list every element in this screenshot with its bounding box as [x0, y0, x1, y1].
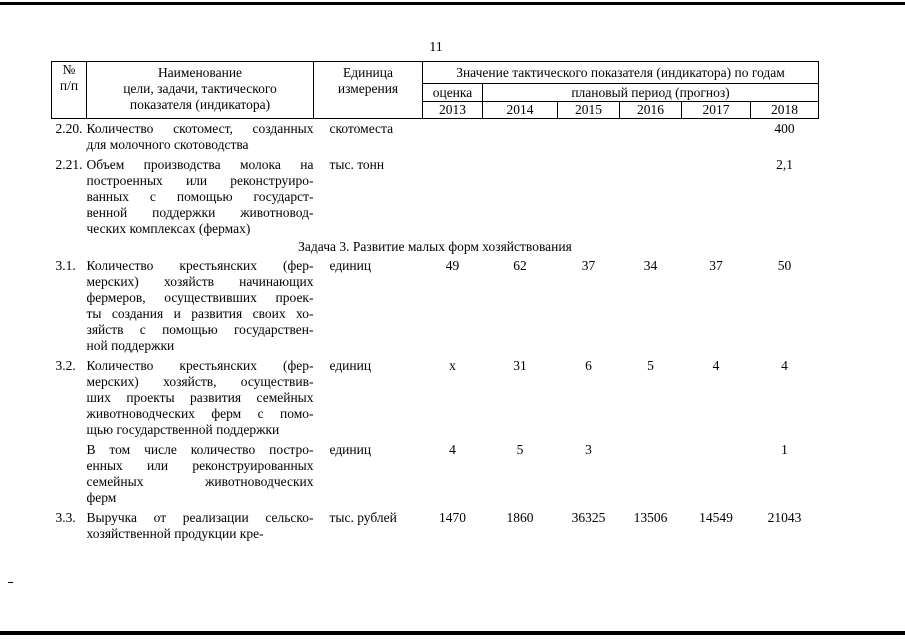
value-cell: 31 — [513, 358, 527, 373]
value-cell: 34 — [643, 258, 658, 273]
header-estimate: оценка — [423, 84, 483, 102]
value-cell: 2,1 — [776, 157, 793, 172]
header-year-2018: 2018 — [751, 102, 819, 119]
header-name: Наименование цели, задачи, тактического показателя (индикатора) — [87, 62, 314, 119]
indicator-name-line: Количество скотомест, созданных — [86, 121, 314, 136]
table-row — [52, 438, 819, 506]
value-cell: 49 — [445, 258, 460, 273]
bottom-rule — [0, 631, 905, 635]
value-cell — [682, 119, 751, 154]
header-no: № п/п — [52, 62, 87, 119]
unit-of-measure: единиц — [329, 442, 372, 457]
value-cell: 14549 — [699, 510, 733, 525]
indicator-name-line: щью государственной поддержки — [86, 422, 280, 437]
value-cell — [423, 153, 483, 237]
header-values-title: Значение тактического показателя (индикатора) по годам — [423, 62, 819, 84]
indicator-name-line: ной поддержки — [86, 338, 175, 353]
indicator-name-line: енных или реконструированных — [86, 458, 314, 473]
value-cell — [620, 119, 682, 154]
value-cell — [620, 153, 682, 237]
table-row — [52, 506, 819, 542]
indicator-name-line: для молочного скотоводства — [86, 137, 249, 152]
table-row — [52, 153, 819, 237]
header-year-2013: 2013 — [423, 102, 483, 119]
table-body-part2 — [52, 258, 819, 542]
indicator-name-line: хозяйственной продукции кре- — [86, 526, 264, 541]
section-title: Задача 3. Развитие малых форм хозяйствования — [298, 239, 572, 254]
value-cell: 13506 — [633, 510, 668, 525]
unit-of-measure: единиц — [329, 358, 372, 373]
row-number: 3.1. — [55, 258, 76, 273]
header-planned: плановый период (прогноз) — [483, 84, 819, 102]
value-cell: 4 — [712, 358, 720, 373]
indicator-name-line: зяйств с помощью государствен- — [86, 322, 314, 337]
indicator-name-line: ферм — [86, 490, 117, 505]
indicators-table — [51, 61, 819, 542]
indicator-name — [87, 153, 314, 237]
value-cell — [682, 153, 751, 237]
indicator-name-line: семейных животноводческих — [86, 474, 314, 489]
value-cell: 5 — [516, 442, 524, 457]
table-body-part1 — [52, 119, 819, 238]
indicator-name-line: Количество крестьянских (фер- — [86, 358, 314, 373]
header-unit: Единица измерения — [314, 62, 423, 119]
value-cell: 36325 — [571, 510, 606, 525]
value-cell: 21043 — [767, 510, 802, 525]
margin-mark — [8, 582, 13, 583]
indicator-name-line: ческих комплексах (фермах) — [86, 221, 251, 236]
unit-of-measure: тыс. тонн — [329, 157, 385, 172]
header-year-2014: 2014 — [483, 102, 558, 119]
table-row — [52, 119, 819, 154]
value-cell: 50 — [777, 258, 792, 273]
value-cell: 4 — [449, 442, 456, 457]
table-section — [52, 237, 819, 258]
value-cell — [483, 153, 558, 237]
indicator-name-line: венной поддержки животновод- — [86, 205, 314, 220]
row-number: 3.3. — [55, 510, 76, 525]
indicator-name — [87, 506, 314, 542]
indicator-name-line: ты создания и развития своих хо- — [86, 306, 314, 321]
value-cell: 4 — [781, 358, 788, 373]
value-cell: 1860 — [506, 510, 534, 525]
value-cell — [483, 119, 558, 154]
indicator-name-line: Выручка от реализации сельско- — [86, 510, 314, 525]
value-cell: 400 — [774, 121, 795, 136]
indicator-name-line: фермеров, осуществивших проек- — [86, 290, 314, 305]
value-cell: x — [449, 358, 456, 373]
indicator-name-line: В том числе количество постро- — [86, 442, 314, 457]
unit-of-measure: тыс. рублей — [329, 510, 397, 525]
value-cell — [558, 153, 620, 237]
value-cell: 37 — [581, 258, 596, 273]
page-number: 11 — [429, 40, 443, 55]
indicator-name — [87, 438, 314, 506]
indicator-name-line: построенных или реконструиро- — [86, 173, 314, 188]
table-row — [52, 258, 819, 354]
indicator-name-line: Количество крестьянских (фер- — [86, 258, 314, 273]
indicator-name-line: ванных с помощью государст- — [86, 189, 314, 204]
unit-of-measure: единиц — [329, 258, 372, 273]
row-number: 2.21. — [55, 157, 83, 172]
indicator-name-line: Объем производства молока на — [86, 157, 314, 172]
value-cell — [558, 119, 620, 154]
unit-of-measure: скотоместа — [329, 121, 394, 136]
value-cell — [620, 438, 682, 506]
value-cell: 5 — [647, 358, 654, 373]
value-cell: 6 — [585, 358, 592, 373]
row-number — [52, 438, 87, 506]
indicator-name-line: мерских) хозяйств, осуществив- — [86, 374, 314, 389]
top-rule — [0, 2, 905, 5]
row-number: 3.2. — [55, 358, 76, 373]
value-cell: 62 — [513, 258, 527, 273]
section-row — [52, 237, 819, 258]
indicator-name — [87, 354, 314, 438]
table-row — [52, 354, 819, 438]
value-cell: 1 — [781, 442, 788, 457]
header-year-2017: 2017 — [682, 102, 751, 119]
indicator-name-line: животноводческих ферм с помо- — [86, 406, 314, 421]
header-year-2015: 2015 — [558, 102, 620, 119]
indicator-name — [87, 119, 314, 154]
indicator-name-line: ших проекты развития семейных — [86, 390, 314, 405]
row-number: 2.20. — [55, 121, 83, 136]
header-year-2016: 2016 — [620, 102, 682, 119]
indicator-name-line: мерских) хозяйств начинающих — [86, 274, 314, 289]
value-cell: 3 — [585, 442, 592, 457]
value-cell — [682, 438, 751, 506]
value-cell: 37 — [709, 258, 723, 273]
value-cell: 1470 — [439, 510, 466, 525]
value-cell — [423, 119, 483, 154]
indicator-name — [87, 258, 314, 354]
